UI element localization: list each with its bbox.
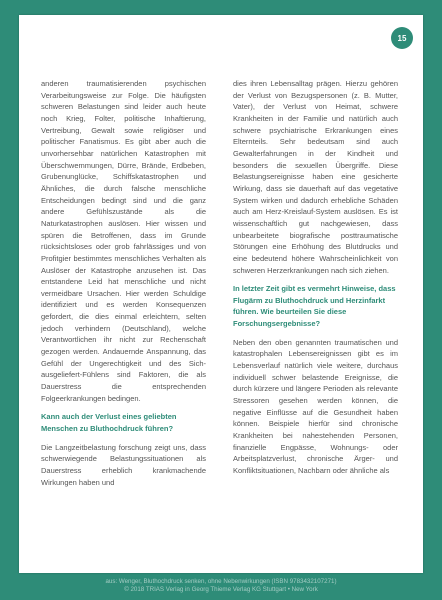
body-paragraph: dies ihren Lebensalltag prägen. Hierzu gehören der Verlust von Bezugspersonen (z. B. Mutter, Vater), der Verlust von Heimat, schwere Krankheiten in der Familie und natürlich auch schwere psychiatrische Erkrankungen eines Elternteils. Sehr bedeutsam sind auch Gewalterfahrungen in der Kindheit und besonders die sexuellen Übergriffe. Diese Belastungsereignisse haben eine gesicherte Wirkung, dass sie dauerhaft auf das vegetative System wirken und dadurch erhebliche Schäden auch am Herz-Kreislauf-System auslösen. Es ist wissenschaftlich gut nachgewiesen, dass unbearbeitete biografische posttraumatische Störungen eine Erhöhung des Blutdrucks und eine bedeutend höhere Wahrscheinlichkeit von schweren Herzerkrankungen nach sich ziehen. — [233, 79, 398, 275]
body-paragraph: Die Langzeitbelastung forschung zeigt uns, dass schwerwiegende Belastungssituationen als Dauerstress erheblich krankmachende Wirkungen haben und — [41, 442, 206, 487]
page-number-badge: 15 — [391, 27, 413, 49]
source-citation: aus: Wenger, Bluthochdruck senken, ohne Nebenwirkungen (ISBN 9783432107271) — [105, 578, 337, 585]
question-heading: In letzter Zeit gibt es vermehrt Hinweise, dass Flugärm zu Bluthochdruck und Herzinfarkt führen. Wie beurteilen Sie diese Forschungsergebnisse? — [233, 284, 396, 329]
copyright-notice: © 2018 TRIAS Verlag in Georg Thieme Verlag KG Stuttgart • New York — [124, 586, 318, 593]
book-page — [19, 15, 423, 573]
body-paragraph: Neben den oben genannten traumatischen und katastrophalen Lebensereignissen gibt es im Lebensverlauf natürlich viele weitere, durchaus individuell schwer belastende Ereignisse, die durch kürzere und längere Perioden als relevante Stressoren gesehen werden können, die negative Einflüsse auf die Gesundheit haben können. Beispiele hierfür sind chronische Krankheiten bei nahestehenden Personen, finanzielle Engpässe, Wohnungs- oder Arbeitsplatzverlust, chronische Ärger- und Konfliktsituationen, Nachbarn oder ähnliche als — [233, 337, 398, 475]
body-paragraph: anderen traumatisierenden psychischen Verarbeitungsweise zur Folge. Die häufigsten schweren Belastungen sind leider auch heute noch Krieg, Folter, politische Inhaftierung, Vertreibung, Gewalt sowie religiöser und politischer Fanatismus. Es gibt aber auch die unvorhersehbar natürlichen Katastrophen mit Überschwemmungen, Dürre, Brände, Erdbeben, Grubenunglücke, Schiffskatastrophen und Ähnliches, die durch falsche menschliche Entscheidungen bedingt sind und die ganz andere Gefühlszustände als die Naturkatastrophen auslösen. Hier wissen und spüren die Betroffenen, dass im Grunde rücksichtsloses oder grob fahrlässiges und von Profitgier bestimmtes menschliches Verhalten als Auslöser der Katastrophe anzusehen ist. Das entstandene Leid hat menschliche und nicht vermeidbare Ursachen. Hier werden Schuldige identifiziert und es werden Konsequenzen gefordert, die dies einmal erleichtern, selten jedoch verhindern (Deutschland), welche Verantwortlichen ihr nicht zur Rechenschaft gezogen werden. Andauernde Anspannung, das Gefühl der Ungerechtigkeit und des Sich-ausgeliefert-Fühlens sind Faktoren, die als Dauerstress die entsprechenden Folgeerkrankungen bedingen. — [41, 79, 206, 403]
left-column — [41, 78, 206, 495]
page-footer — [0, 578, 442, 594]
right-column — [233, 78, 398, 484]
question-heading: Kann auch der Verlust eines geliebten Menschen zu Bluthochdruck führen? — [41, 412, 177, 434]
